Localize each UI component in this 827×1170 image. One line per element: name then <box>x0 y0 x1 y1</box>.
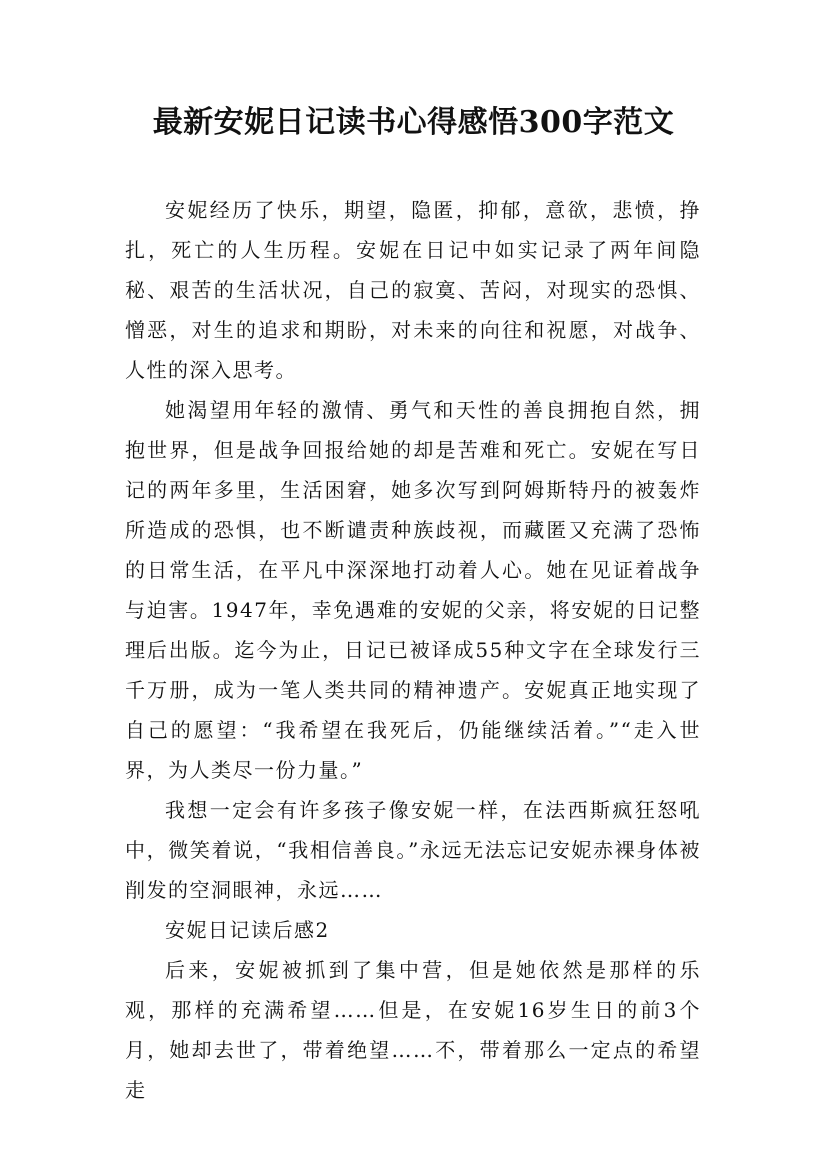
section-heading: 安妮日记读后感2 <box>165 918 330 942</box>
paragraph-2: 她渴望用年轻的激情、勇气和天性的善良拥抱自然，拥抱世界，但是战争回报给她的却是苦难和死亡。安妮在写日记的两年多里，生活困窘，她多次写到阿姆斯特丹的被轰炸所造成的恐惧，也不断谴责种族歧视，而藏匿又充满了恐怖的日常生活，在平凡中深深地打动着人心。她在见证着战争与迫害。1947年，幸免遇难的安妮的父亲，将安妮的日记整理后出版。迄今为止，日记已被译成55种文字在全球发行三千万册，成为一笔人类共同的精神遗产。安妮真正地实现了自己的愿望：“我希望在我死后，仍能继续活着。”“走入世界，为人类尽一份力量。” <box>125 398 701 782</box>
document-title: 最新安妮日记读书心得感悟300字范文 <box>152 105 675 140</box>
paragraph-4: 后来，安妮被抓到了集中营，但是她依然是那样的乐观，那样的充满希望……但是，在安妮16岁生日的前3个月，她却去世了，带着绝望……不，带着那么一定点的希望走 <box>125 958 701 1102</box>
paragraph-1: 安妮经历了快乐，期望，隐匿，抑郁，意欲，悲愤，挣扎，死亡的人生历程。安妮在日记中如实记录了两年间隐秘、艰苦的生活状况，自己的寂寞、苦闷，对现实的恐惧、憎恶，对生的追求和期盼，对未来的向往和祝愿，对战争、人性的深入思考。 <box>125 198 701 382</box>
paragraph-3: 我想一定会有许多孩子像安妮一样，在法西斯疯狂怒吼中，微笑着说，“我相信善良。”永远无法忘记安妮赤裸身体被削发的空洞眼神，永远…… <box>125 798 701 902</box>
document-body <box>125 190 701 1110</box>
